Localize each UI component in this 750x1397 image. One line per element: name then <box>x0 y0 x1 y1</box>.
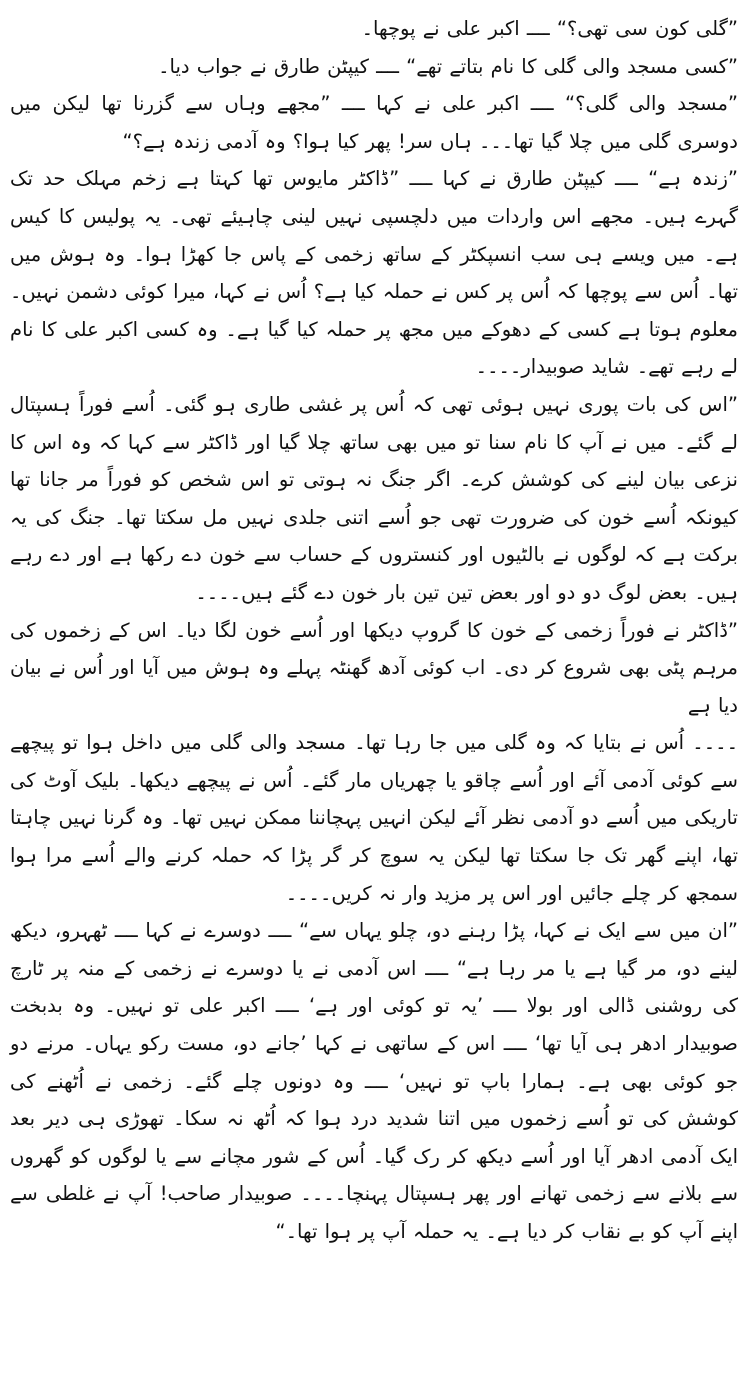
paragraph: ۔۔۔۔ اُس نے بتایا کہ وہ گلی میں جا رہا تھا۔ مسجد والی گلی میں داخل ہوا تو پیچھے سے کوئی آدمی آئے اور اُسے چاقو یا چھریاں مار گئے۔ اُس نے پیچھے دیکھا۔ بلیک آوٹ کی تاریکی میں اُسے دو آدمی نظر آئے لیکن انہیں پہچاننا ممکن نہیں تھا۔ وہ گرنا نہیں چاہتا تھا، اپنے گھر تک جا سکتا تھا لیکن یہ سوچ کر گر پڑا کہ حملہ کرنے والے اُسے مرا ہوا سمجھ کر چلے جائیں اور اس پر مزید وار نہ کریں۔۔۔۔ <box>10 731 738 905</box>
paragraph: ”زندہ ہے“ ــــ کیپٹن طارق نے کہا ــــ ”ڈاکٹر مایوس تھا کہتا ہے زخم مہلک حد تک گہرے ہیں۔ مجھے اس واردات میں دلچسپی نہیں لینی چاہیئے تھی۔ یہ پولیس کا کیس ہے۔ میں ویسے ہی سب انسپکٹر کے ساتھ زخمی کے پاس جا کھڑا ہوا۔ وہ ہوش میں تھا۔ اُس سے پوچھا کہ اُس پر کس نے حملہ کیا ہے؟ اُس نے کہا، میرا کوئی دشمن نہیں۔ معلوم ہوتا ہے کسی کے دھوکے میں مجھ پر حملہ کیا گیا ہے۔ وہ کسی اکبر علی کا نام لے رہے تھے۔ شاید صوبیدار۔۔۔۔ <box>10 167 738 379</box>
paragraph: ”مسجد والی گلی؟“ ــــ اکبر علی نے کہا ــــ ”مجھے وہاں سے گزرنا تھا لیکن میں دوسری گلی میں چلا گیا تھا۔۔۔ ہاں سر! پھر کیا ہوا؟ وہ آدمی زندہ ہے؟“ <box>10 92 738 153</box>
paragraph: ”کسی مسجد والی گلی کا نام بتاتے تھے“ ــــ کیپٹن طارق نے جواب دیا۔ <box>158 54 738 78</box>
paragraph: ”اس کی بات پوری نہیں ہوئی تھی کہ اُس پر غشی طاری ہو گئی۔ اُسے فوراً ہسپتال لے گئے۔ میں نے آپ کا نام سنا تو میں بھی ساتھ چلا گیا اور ڈاکٹر سے کہا کہ وہ اس کا نزعی بیان لینے کی کوشش کرے۔ اگر جنگ نہ ہوتی تو اس شخص کو فوراً مر جانا تھا کیونکہ اُسے خون کی ضرورت تھی جو اُسے اتنی جلدی نہیں مل سکتا تھا۔ جنگ کی یہ برکت ہے کہ لوگوں نے بالٹیوں اور کنستروں کے حساب سے خون دے رکھا ہے اور دے رہے ہیں۔ بعض لوگ دو دو اور بعض تین تین بار خون دے گئے ہیں۔۔۔۔ <box>10 392 738 604</box>
paragraph: ”ڈاکٹر نے فوراً زخمی کے خون کا گروپ دیکھا اور اُسے خون لگا دیا۔ اس کے زخموں کی مرہم پٹی بھی شروع کر دی۔ اب کوئی آدھ گھنٹہ پہلے وہ ہوش میں آیا اور اُس نے بیان دیا ہے <box>10 618 738 717</box>
paragraph: ”گلی کون سی تھی؟“ ــــ اکبر علی نے پوچھا۔ <box>361 17 738 40</box>
text-body <box>10 10 738 1251</box>
paragraph: ”ان میں سے ایک نے کہا، پڑا رہنے دو، چلو یہاں سے“ ــــ دوسرے نے کہا ــــ ٹھہرو، دیکھ لینے دو، مر گیا ہے یا مر رہا ہے“ ــــ اس آدمی نے یا دوسرے نے زخمی کے منہ پر ٹارچ کی روشنی ڈالی اور بولا ــــ ’یہ تو کوئی اور ہے‘ ــــ اکبر علی تو نہیں۔ وہ بدبخت صوبیدار ادھر ہی آیا تھا‘ ــــ اس کے ساتھی نے کہا ’جانے دو، مست رکو یہاں۔ مرنے دو جو کوئی بھی ہے۔ ہمارا باپ تو نہیں‘ ــــ وہ دونوں چلے گئے۔ زخمی نے اُٹھنے کی کوشش کی تو اُسے زخموں میں اتنا شدید درد ہوا کہ اُٹھ نہ سکا۔ تھوڑی ہی دیر بعد ایک آدمی ادھر آیا اور اُسے دیکھ کر رک گیا۔ اُس کے شور مچانے سے یا لوگوں کو گھروں سے بلانے سے زخمی تھانے اور پھر ہسپتال پہنچا۔۔۔۔ صوبیدار صاحب! آپ نے غلطی سے اپنے آپ کو بے نقاب کر دیا ہے۔ یہ حملہ آپ پر ہوا تھا۔“ <box>10 919 738 1243</box>
